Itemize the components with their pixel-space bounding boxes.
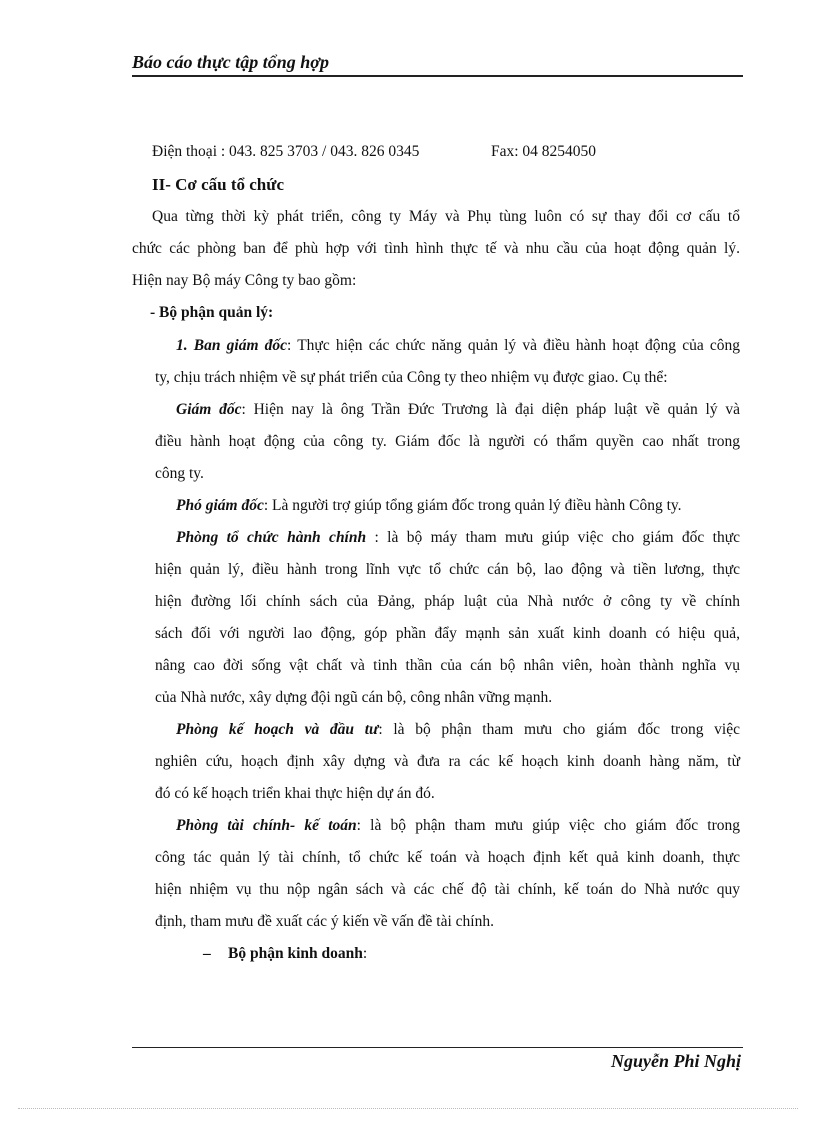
intro-line-2: chức các phòng ban để phù hợp với tình hình thực tế và nhu cầu của hoạt động quản lý.	[132, 240, 740, 257]
page-edge-divider	[18, 1108, 798, 1109]
giamdoc-line-2: điều hành hoạt động của công ty. Giám đốc là người có thẩm quyền cao nhất trong	[155, 433, 740, 450]
tochuc-label: Phòng tổ chức hành chính	[176, 529, 367, 546]
footer-author: Nguyễn Phi Nghị	[610, 1051, 741, 1071]
kinhdoanh-dash: –	[203, 945, 211, 962]
kinhdoanh-line: Bộ phận kinh doanh:	[228, 945, 368, 962]
taichinh-line-1: Phòng tài chính- kế toán: là bộ phận tham mưu giúp việc cho giám đốc trong	[176, 817, 740, 834]
tochuc-line-2: hiện quản lý, điều hành trong lĩnh vực tổ chức cán bộ, lao động và tiền lương, thực	[155, 561, 740, 578]
taichinh-line-4: định, tham mưu đề xuất các ý kiến về vấn đề tài chính.	[155, 913, 494, 930]
tochuc-line-3: hiện đường lối chính sách của Đảng, pháp luật của Nhà nước ở công ty về chính	[155, 593, 740, 610]
tochuc-line-6: của Nhà nước, xây dựng đội ngũ cán bộ, công nhân vững mạnh.	[155, 689, 553, 706]
taichinh-label: Phòng tài chính- kế toán	[176, 817, 357, 834]
kehoach-line-3: đó có kế hoạch triển khai thực hiện dự án đó.	[155, 785, 435, 802]
kehoach-line-2: nghiên cứu, hoạch định xây dựng và đưa ra các kế hoạch kinh doanh hàng năm, từ	[155, 753, 740, 770]
bangiamdoc-label: 1. Ban giám đốc	[176, 337, 288, 354]
contact-fax: Fax: 04 8254050	[491, 143, 597, 160]
taichinh-line-3: hiện nhiệm vụ thu nộp ngân sách và các chế độ tài chính, kế toán do Nhà nước quy	[155, 881, 740, 898]
taichinh-line-2: công tác quản lý tài chính, tổ chức kế toán và hoạch định kết quả kinh doanh, thực	[155, 849, 740, 866]
kehoach-label: Phòng kế hoạch và đầu tư	[176, 721, 379, 738]
bangiamdoc-line-1: 1. Ban giám đốc: Thực hiện các chức năng quản lý và điều hành hoạt động của công	[176, 337, 740, 354]
section-heading: II- Cơ cấu tổ chức	[152, 175, 284, 194]
page-header-title: Báo cáo thực tập tổng hợp	[132, 52, 329, 72]
tochuc-line-5: nâng cao đời sống vật chất và tinh thần của cán bộ nhân viên, hoàn thành nghĩa vụ	[155, 657, 740, 674]
giamdoc-line-1: Giám đốc: Hiện nay là ông Trần Đức Trương là đại diện pháp luật về quản lý và	[176, 401, 740, 418]
header-rule	[132, 75, 743, 77]
giamdoc-line-3: công ty.	[155, 465, 204, 482]
phogiamdoc-line: Phó giám đốc: Là người trợ giúp tổng giám đốc trong quản lý điều hành Công ty.	[176, 497, 682, 514]
intro-line-3: Hiện nay Bộ máy Công ty bao gồm:	[132, 272, 357, 289]
tochuc-line-1: Phòng tổ chức hành chính : là bộ máy tham mưu giúp việc cho giám đốc thực	[176, 529, 740, 546]
phogiamdoc-label: Phó giám đốc	[176, 497, 264, 514]
tochuc-line-4: sách đối với người lao động, góp phần đẩy mạnh sản xuất kinh doanh có hiệu quả,	[155, 625, 740, 642]
giamdoc-label: Giám đốc	[176, 401, 242, 418]
contact-phone: Điện thoại : 043. 825 3703 / 043. 826 0345	[152, 143, 420, 160]
bangiamdoc-line-2: ty, chịu trách nhiệm về sự phát triển của Công ty theo nhiệm vụ được giao. Cụ thể:	[155, 369, 668, 386]
intro-line-1: Qua từng thời kỳ phát triển, công ty Máy và Phụ tùng luôn có sự thay đổi cơ cấu tổ	[152, 208, 740, 225]
footer-rule	[132, 1047, 743, 1048]
kinhdoanh-label: Bộ phận kinh doanh	[228, 945, 363, 962]
kehoach-line-1: Phòng kế hoạch và đầu tư: là bộ phận tham mưu cho giám đốc trong việc	[176, 721, 740, 738]
quanly-label: - Bộ phận quản lý:	[150, 304, 274, 321]
